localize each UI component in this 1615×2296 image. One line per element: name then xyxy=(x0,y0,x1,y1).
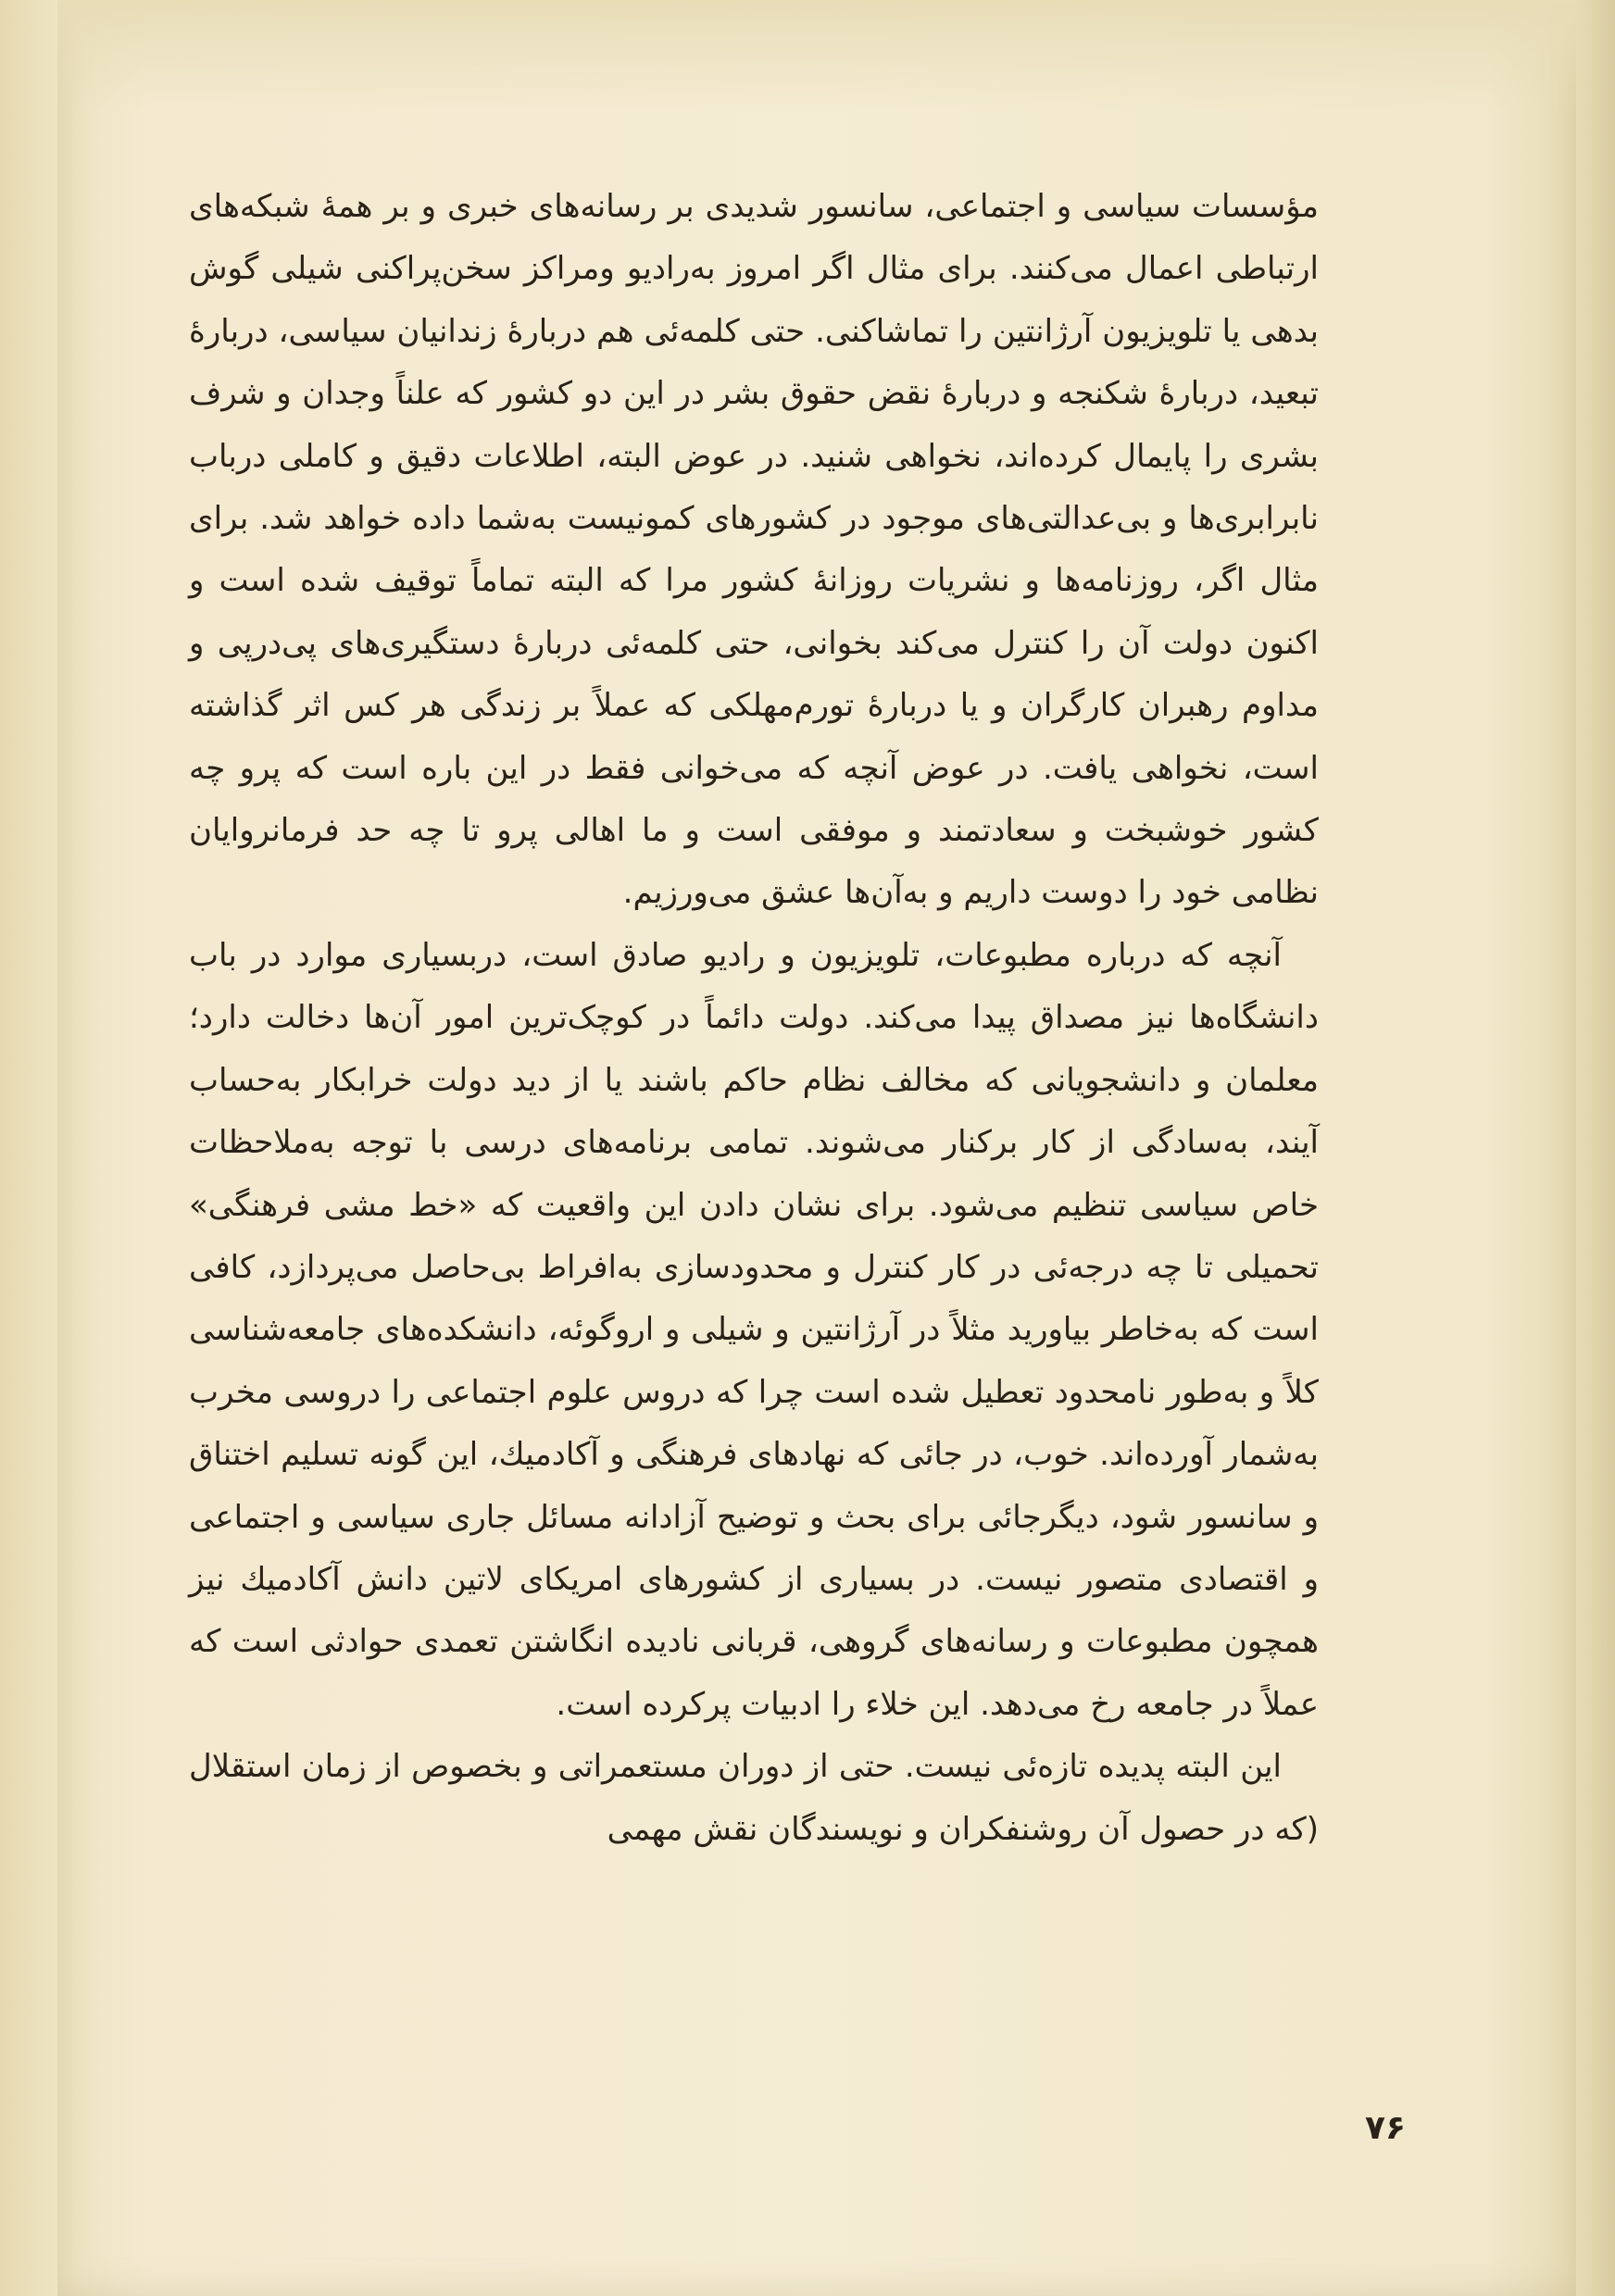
body-text xyxy=(189,176,1319,1861)
paragraph-3: این البته پدیده تازه‌ئی نیست. حتی از دوران مستعمراتی و بخصوص از زمان استقلال (که در حصول آن روشنفکران و نویسندگان نقش مهمی xyxy=(189,1748,1319,1848)
paragraph-1: مؤسسات سیاسی و اجتماعی، سانسور شدیدی بر رسانه‌های خبری و بر همهٔ شبکه‌های ارتباطی اعمال می‌کنند. برای مثال اگر امروز به‌رادیو و‌مراکز سخن‌پراکنی شیلی گوش بدهی یا تلویزیون آرژانتین را تماشاکنی. حتی کلمه‌ئی هم دربارهٔ زندانیان سیاسی، دربارهٔ تبعید، دربارهٔ شکنجه و دربارهٔ نقض حقوق بشر در این دو کشور که علناً وجدان و شرف بشری را پایمال کرده‌اند، نخواهی شنید. در عوض البته، اطلاعات دقیق و کاملی درباب نابرابری‌ها و بی‌عدالتی‌های موجود در کشورهای کمونیست به‌شما داده خواهد شد. برای مثال اگر، روزنامه‌ها و نشریات روزانهٔ کشور مرا که البته تماماً توقیف شده است و اکنون دولت آن را کنترل می‌کند بخوانی، حتی کلمه‌ئی دربارهٔ دستگیری‌های پی‌درپی و مداوم رهبران کارگران و یا دربارهٔ تورم‌مهلکی که عملاً بر زندگی هر کس اثر گذاشته است، نخواهی یافت. در عوض آنچه که می‌خوانی فقط در این باره است که پرو چه کشور خوشبخت و سعادتمند و موفقی است و ما اهالی پرو تا چه حد فرمانروایان نظامی خود را دوست داریم و به‌آن‌ها عشق می‌ورزیم. xyxy=(189,188,1319,912)
page-right-edge xyxy=(1576,0,1615,2296)
page-number: ۷۶ xyxy=(1365,2109,1406,2147)
page-top-shading xyxy=(57,0,1576,111)
page-left-margin xyxy=(0,0,59,2296)
paragraph-2: آنچه که درباره مطبوعات، تلویزیون و رادیو صادق است، دربسیاری موارد در باب دانشگاه‌ها نیز مصداق پیدا می‌کند. دولت دائماً در کوچک‌ترین امور آن‌ها دخالت دارد؛ معلمان و دانشجویانی که مخالف نظام حاکم باشند یا از دید دولت خرابکار به‌حساب آیند، به‌سادگی از کار برکنار می‌شوند. تمامی برنامه‌های درسی با توجه به‌ملاحظات خاص سیاسی تنظیم می‌شود. برای نشان دادن این واقعیت که «خط مشی فرهنگی» تحمیلی تا چه درجه‌ئی در کار کنترل و محدودسازی به‌افراط بی‌حاصل می‌پردازد، کافی است که به‌خاطر بیاورید مثلاً در آرژانتین و شیلی و اروگوئه، دانشکده‌های جامعه‌شناسی کلاً و به‌طور نامحدود تعطیل شده است چرا که دروس علوم اجتماعی را دروسی مخرب به‌شمار آورده‌اند. خوب، در جائی که نهادهای فرهنگی و آکادمیك، این گونه تسلیم اختناق و سانسور شود، دیگرجائی برای بحث و توضیح آزادانه مسائل جاری سیاسی و اجتماعی و اقتصادی متصور نیست. در بسیاری از کشورهای امریکای لاتین دانش آکادمیك نیز همچون مطبوعات و رسانه‌های گروهی، قربانی نادیده انگاشتن تعمدی حوادثی است که عملاً در جامعه رخ می‌دهد. این خلاء را ادبیات پرکرده است. xyxy=(189,936,1319,1723)
